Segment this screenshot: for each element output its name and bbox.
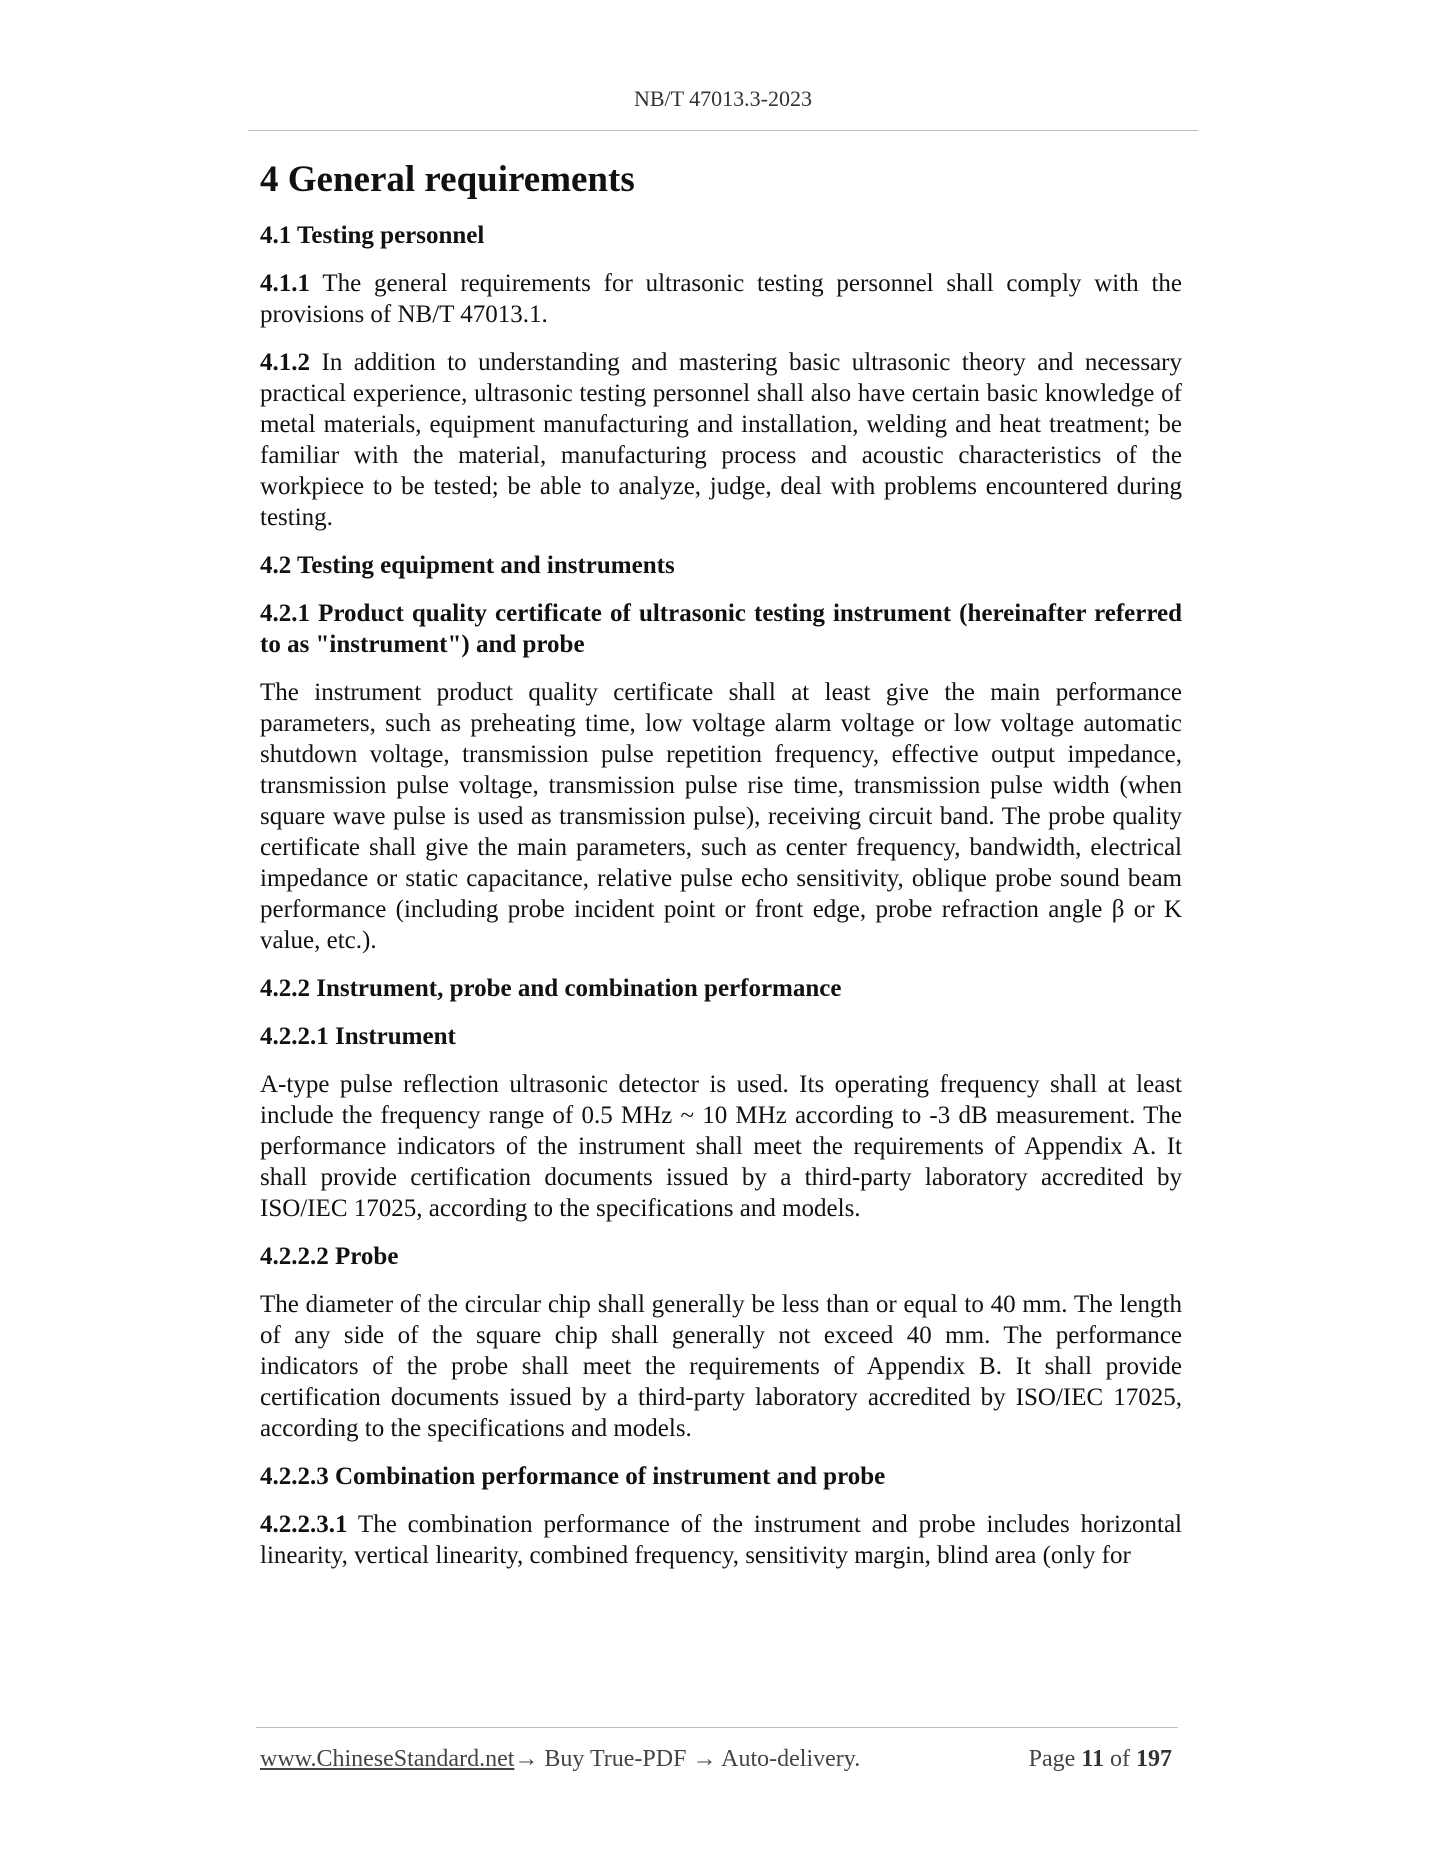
page-total: 197 — [1136, 1746, 1172, 1772]
of-word: of — [1104, 1746, 1136, 1772]
paragraph-text: In addition to understanding and mastering basic ultrasonic theory and necessary practical experience, ultrasonic testing personnel shall also have certain basic knowledge of metal materials, equipment manufacturing and installation, welding and heat treatment; be familiar with the material, manufacturing process and acoustic characteristics of the workpiece to be tested; be able to analyze, judge, deal with problems encountered during testing. — [260, 349, 1182, 531]
section-4-2-2-title: 4.2.2 Instrument, probe and combination performance — [260, 975, 842, 1002]
paragraph-4-2-2-3-1 — [260, 1509, 1182, 1571]
paragraph-4-2-1: The instrument product quality certificate shall at least give the main performance parameters, such as preheating time, low voltage alarm voltage or low voltage automatic shutdown voltage, transmission pulse repetition frequency, effective output impedance, transmission pulse voltage, transmission pulse rise time, transmission pulse width (when square wave pulse is used as transmission pulse), receiving circuit band. The probe quality certificate shall give the main parameters, such as center frequency, bandwidth, electrical impedance or static capacitance, relative pulse echo sensitivity, oblique probe sound beam performance (including probe incident point or front edge, probe refraction angle β or K value, etc.). — [260, 679, 1182, 954]
clause-number: 4.1.1 — [260, 270, 310, 297]
arrow-right-icon: → — [514, 1746, 539, 1772]
section-4-title: 4 General requirements — [260, 159, 635, 200]
paragraph-4-1-2 — [260, 347, 1182, 533]
paragraph-text: The general requirements for ultrasonic testing personnel shall comply with the provisions of NB/T 47013.1. — [260, 270, 1182, 328]
section-4-2-2-2-title: 4.2.2.2 Probe — [260, 1243, 399, 1270]
page-word: Page — [1028, 1746, 1082, 1772]
page-footer — [260, 1746, 1178, 1773]
arrow-right-icon: → — [692, 1746, 717, 1772]
page-number: 11 — [1081, 1746, 1104, 1772]
auto-delivery-text: Auto-delivery. — [716, 1746, 861, 1772]
paragraph-text: The combination performance of the instrument and probe includes horizontal linearity, vertical linearity, combined frequency, sensitivity margin, blind area (only for — [260, 1511, 1182, 1569]
website-link[interactable]: www.ChineseStandard.net — [260, 1746, 515, 1772]
page-content — [260, 156, 1182, 1571]
section-4-1-title: 4.1 Testing personnel — [260, 222, 485, 249]
paragraph-4-1-1 — [260, 268, 1182, 330]
page-header-doc-code: NB/T 47013.3-2023 — [633, 86, 813, 111]
footer-rule — [256, 1727, 1178, 1728]
paragraph-4-2-2-2: The diameter of the circular chip shall generally be less than or equal to 40 mm. The length of any side of the square chip shall generally not exceed 40 mm. The performance indicators of the probe shall meet the requirements of Appendix B. It shall provide certification documents issued by a third-party laboratory accredited by ISO/IEC 17025, according to the specifications and models. — [260, 1291, 1182, 1442]
clause-number: 4.2.2.3.1 — [260, 1511, 348, 1538]
section-4-2-title: 4.2 Testing equipment and instruments — [260, 552, 675, 579]
section-4-2-2-3-title: 4.2.2.3 Combination performance of instrument and probe — [260, 1463, 886, 1490]
clause-number: 4.1.2 — [260, 349, 310, 376]
paragraph-4-2-2-1: A-type pulse reflection ultrasonic detector is used. Its operating frequency shall at least include the frequency range of 0.5 MHz ~ 10 MHz according to -3 dB measurement. The performance indicators of the instrument shall meet the requirements of Appendix A. It shall provide certification documents issued by a third-party laboratory accredited by ISO/IEC 17025, according to the specifications and models. — [260, 1071, 1182, 1222]
section-4-2-1-title: 4.2.1 Product quality certificate of ultrasonic testing instrument (hereinafter referred to as "instrument") and probe — [260, 600, 1182, 658]
page-counter — [1029, 1746, 1172, 1773]
section-4-2-2-1-title: 4.2.2.1 Instrument — [260, 1023, 456, 1050]
header-rule — [248, 130, 1198, 131]
buy-pdf-text: Buy True-PDF — [538, 1746, 693, 1772]
